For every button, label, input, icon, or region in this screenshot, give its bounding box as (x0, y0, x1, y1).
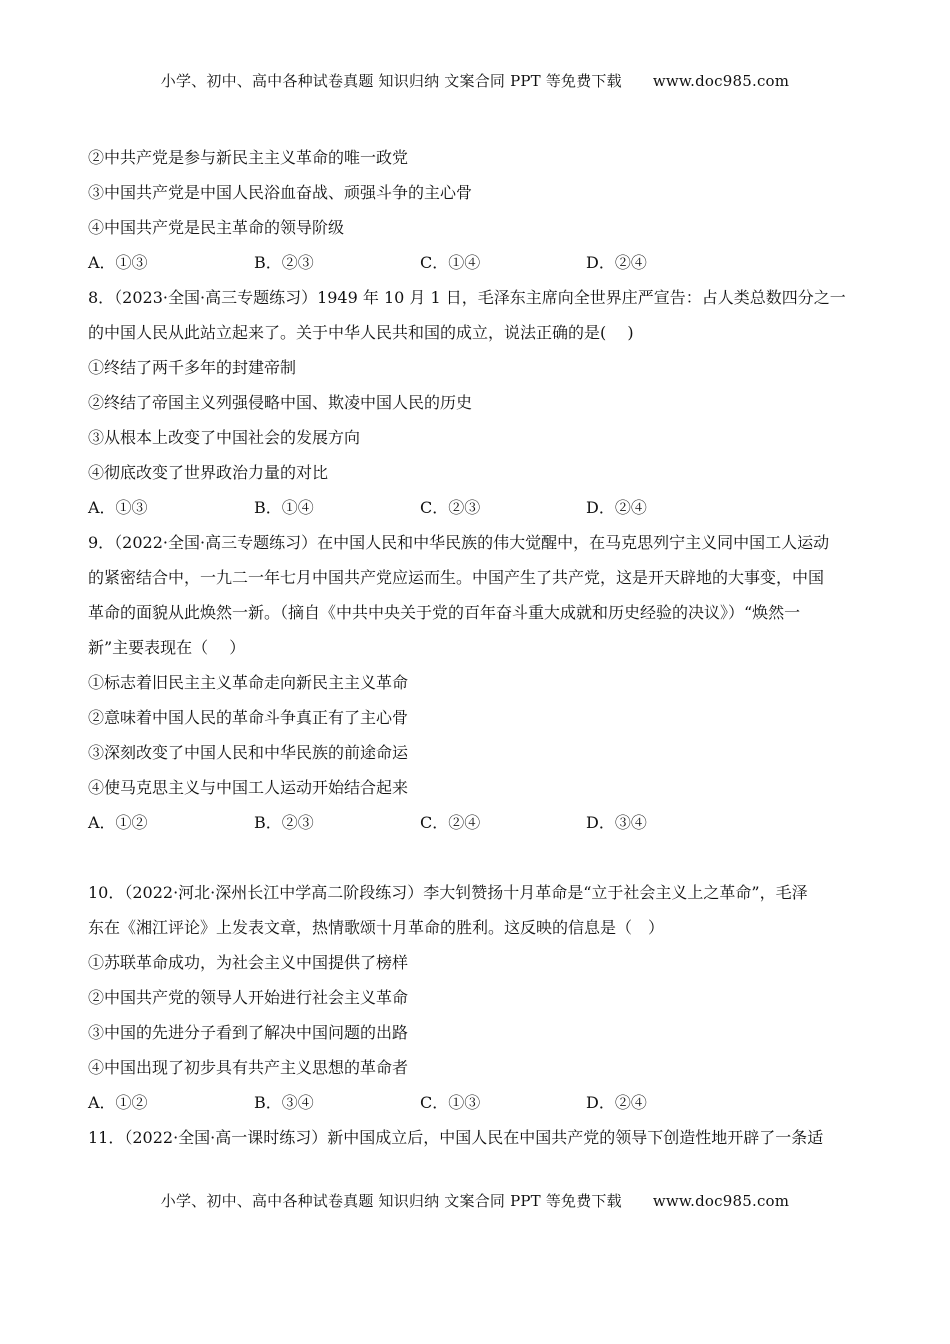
q7-choice-d: D．②④ (586, 253, 647, 272)
q10-option: ①苏联革命成功，为社会主义中国提供了榜样 (88, 953, 409, 972)
q7-option: ④中国共产党是民主革命的领导阶级 (88, 218, 345, 237)
q8-stem-line: 的中国人民从此站立起来了。关于中华人民共和国的成立，说法正确的是( ) (88, 323, 634, 342)
q8-choice-b: B．①④ (254, 498, 314, 517)
q8-choices (88, 490, 868, 525)
page-header (0, 70, 950, 91)
q10-option: ③中国的先进分子看到了解决中国问题的出路 (88, 1023, 409, 1042)
q10-choices (88, 1085, 868, 1120)
q7-choice-c: C．①④ (420, 253, 481, 272)
q9-stem-line: 的紧密结合中，一九二一年七月中国共产党应运而生。中国产生了共产党，这是开天辟地的大事变，中国 (88, 568, 825, 587)
q8-stem-line: 8．（2023·全国·高三专题练习）1949 年 10 月 1 日，毛泽东主席向全世界庄严宣告：占人类总数四分之一 (88, 288, 846, 307)
footer-url: www.doc985.com (652, 1192, 790, 1210)
q9-choice-a: A．①② (88, 813, 148, 832)
q8-choice-a: A．①③ (88, 498, 148, 517)
q8-option: ③从根本上改变了中国社会的发展方向 (88, 428, 361, 447)
q8-option: ②终结了帝国主义列强侵略中国、欺凌中国人民的历史 (88, 393, 473, 412)
blank-spacer (88, 840, 868, 875)
header-text: 小学、初中、高中各种试卷真题 知识归纳 文案合同 PPT 等免费下载 (160, 72, 622, 90)
q10-choice-a: A．①② (88, 1093, 148, 1112)
q8-option: ④彻底改变了世界政治力量的对比 (88, 463, 329, 482)
q9-stem-line: 革命的面貌从此焕然一新。（摘自《中共中央关于党的百年奋斗重大成就和历史经验的决议》）“焕然一 (88, 603, 801, 622)
q10-stem-line: 东在《湘江评论》上发表文章，热情歌颂十月革命的胜利。这反映的信息是（ ） (88, 918, 665, 937)
q9-choices (88, 805, 868, 840)
q10-choice-d: D．②④ (586, 1093, 647, 1112)
q8-choice-c: C．②③ (420, 498, 481, 517)
q10-option: ②中国共产党的领导人开始进行社会主义革命 (88, 988, 409, 1007)
q8-choice-d: D．②④ (586, 498, 647, 517)
q7-choice-a: A．①③ (88, 253, 148, 272)
q10-stem-line: 10．（2022·河北·深州长江中学高二阶段练习）李大钊赞扬十月革命是“立于社会主义上之革命”，毛泽 (88, 883, 808, 902)
page-footer (0, 1190, 950, 1211)
q9-choice-c: C．②④ (420, 813, 481, 832)
q7-choice-b: B．②③ (254, 253, 314, 272)
q10-choice-c: C．①③ (420, 1093, 481, 1112)
q9-option: ④使马克思主义与中国工人运动开始结合起来 (88, 778, 409, 797)
header-url: www.doc985.com (652, 72, 790, 90)
q9-choice-d: D．③④ (586, 813, 647, 832)
q10-choice-b: B．③④ (254, 1093, 314, 1112)
q9-stem-line: 9．（2022·全国·高三专题练习）在中国人民和中华民族的伟大觉醒中，在马克思列宁主义同中国工人运动 (88, 533, 830, 552)
q9-option: ②意味着中国人民的革命斗争真正有了主心骨 (88, 708, 409, 727)
question-content (88, 140, 868, 1155)
q7-choices (88, 245, 868, 280)
q7-option: ③中国共产党是中国人民浴血奋战、顽强斗争的主心骨 (88, 183, 473, 202)
q7-option: ②中共产党是参与新民主主义革命的唯一政党 (88, 148, 409, 167)
q9-choice-b: B．②③ (254, 813, 314, 832)
q9-stem-line: 新”主要表现在（ ） (88, 638, 246, 657)
q11-stem-line: 11．（2022·全国·高一课时练习）新中国成立后，中国人民在中国共产党的领导下创造性地开辟了一条适 (88, 1128, 824, 1147)
q9-option: ③深刻改变了中国人民和中华民族的前途命运 (88, 743, 409, 762)
q8-option: ①终结了两千多年的封建帝制 (88, 358, 297, 377)
q9-option: ①标志着旧民主主义革命走向新民主主义革命 (88, 673, 409, 692)
footer-text: 小学、初中、高中各种试卷真题 知识归纳 文案合同 PPT 等免费下载 (160, 1192, 622, 1210)
q10-option: ④中国出现了初步具有共产主义思想的革命者 (88, 1058, 409, 1077)
